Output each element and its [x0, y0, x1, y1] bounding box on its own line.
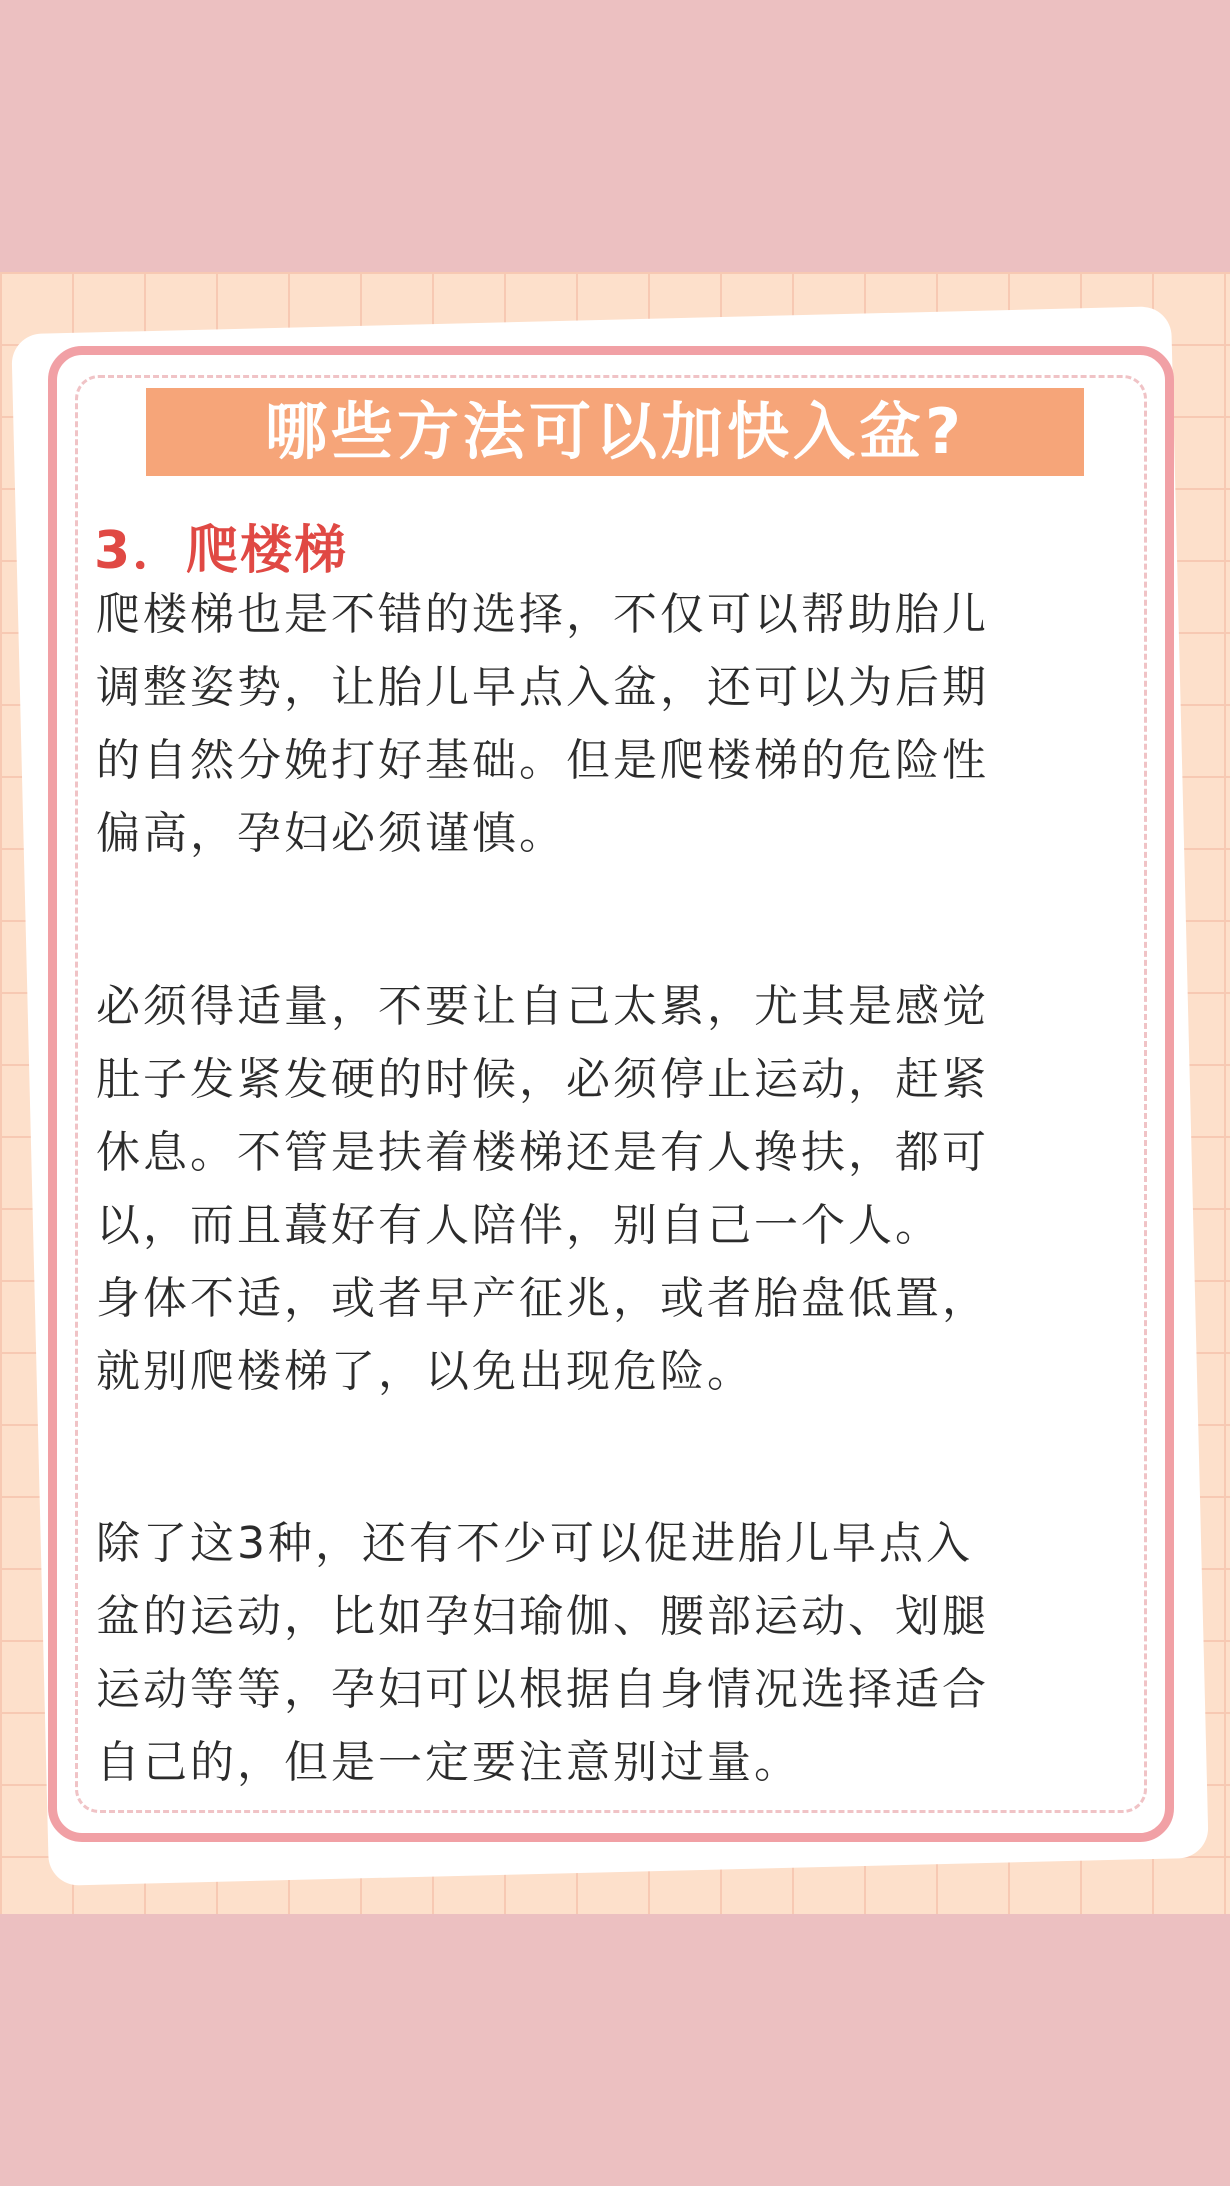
paragraph-line: 就别爬楼梯了，以免出现危险。 — [96, 1346, 754, 1397]
title-banner — [146, 388, 1084, 476]
paragraph-line: 爬楼梯也是不错的选择，不仅可以帮助胎儿 — [96, 589, 989, 640]
paragraph-line: 身体不适，或者早产征兆，或者胎盘低置， — [96, 1273, 989, 1324]
bottom-pink-band — [0, 1914, 1230, 2186]
paragraph-line: 除了这3种，还有不少可以促进胎儿早点入 — [96, 1518, 973, 1569]
top-pink-band — [0, 0, 1230, 272]
paragraph-1 — [96, 578, 1136, 870]
paragraph-line: 自己的，但是一定要注意别过量。 — [96, 1737, 801, 1788]
page-title: 哪些方法可以加快入盆? — [265, 395, 965, 468]
paragraph-line: 偏高，孕妇必须谨慎。 — [96, 808, 566, 859]
paragraph-3 — [96, 1507, 1136, 1799]
paragraph-line: 必须得适量，不要让自己太累，尤其是感觉 — [96, 981, 989, 1032]
paragraph-2 — [96, 970, 1136, 1408]
paragraph-line: 休息。不管是扶着楼梯还是有人搀扶，都可 — [96, 1127, 989, 1178]
paragraph-line: 运动等等，孕妇可以根据自身情况选择适合 — [96, 1664, 989, 1715]
paragraph-line: 的自然分娩打好基础。但是爬楼梯的危险性 — [96, 735, 989, 786]
paragraph-line: 肚子发紧发硬的时候，必须停止运动，赶紧 — [96, 1054, 989, 1105]
section-heading: 3．爬楼梯 — [94, 521, 349, 581]
paragraph-line: 以，而且蕞好有人陪伴，别自己一个人。 — [96, 1200, 942, 1251]
paragraph-line: 调整姿势，让胎儿早点入盆，还可以为后期 — [96, 662, 989, 713]
paragraph-line: 盆的运动，比如孕妇瑜伽、腰部运动、划腿 — [96, 1591, 989, 1642]
